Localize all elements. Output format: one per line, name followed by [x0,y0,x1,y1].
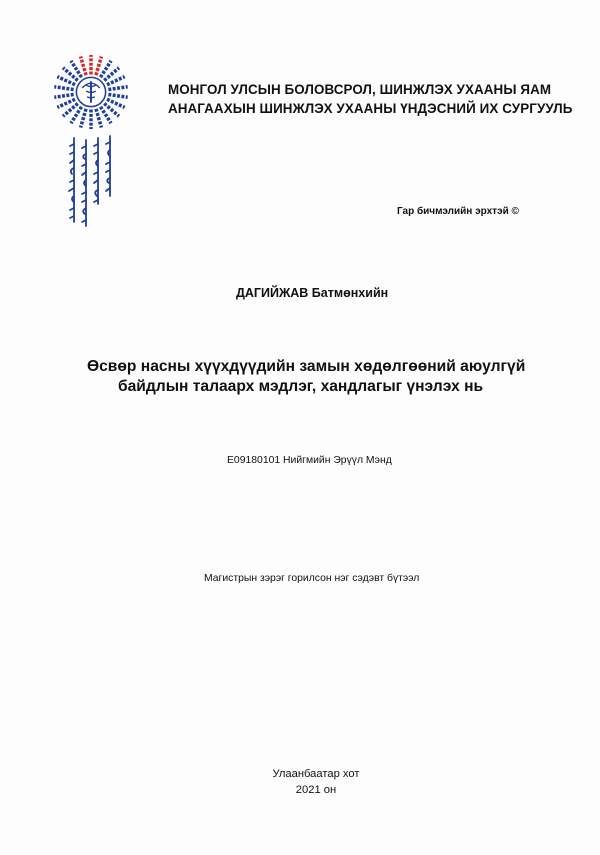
author-name: ДАГИЙЖАВ Батмөнхийн [236,286,389,300]
emblem-ray [96,56,101,75]
emblem-ray [108,94,127,97]
year: 2021 он [295,784,337,796]
copyright-notice: Гар бичмэлийн эрхтэй © [397,206,519,217]
university-header [168,80,588,118]
emblem-ray [96,109,101,128]
emblem-ray [54,94,73,97]
program-code: Е09180101 Нийгмийн Эрүүл Мэнд [227,455,392,466]
emblem-ray [54,87,73,90]
mongolian-script-text-icon [66,134,124,230]
emblem-ray [71,61,82,77]
university-name: АНАГААХЫН ШИНЖЛЭХ УХААНЫ ҮНДЭСНИЙ ИХ СУРГУУЛЬ [168,101,573,116]
thesis-title-line2: байдлын талаарх мэдлэг, хандлагыг үнэлэх нь [118,378,484,395]
thesis-title [87,357,557,397]
emblem-ray [81,109,86,128]
city-name: Улаанбаатар хот [272,768,360,780]
place-and-year [0,766,600,798]
emblem-ray [71,107,82,123]
ministry-name: МОНГОЛ УЛСЫН БОЛОВСРОЛ, ШИНЖЛЭХ УХААНЫ ЯАМ [168,82,552,97]
emblem-ray [108,87,127,90]
emblem-ray [100,61,111,77]
university-emblem-icon [52,52,130,132]
emblem-ray [100,107,111,123]
emblem-ray [81,56,86,75]
thesis-title-line1: Өсвөр насны хүүхдүүдийн замын хөдөлгөөний аюулгүй [87,358,526,375]
degree-statement: Магистрын зэрэг горилсон нэг сэдэвт бүтээл [204,573,420,584]
